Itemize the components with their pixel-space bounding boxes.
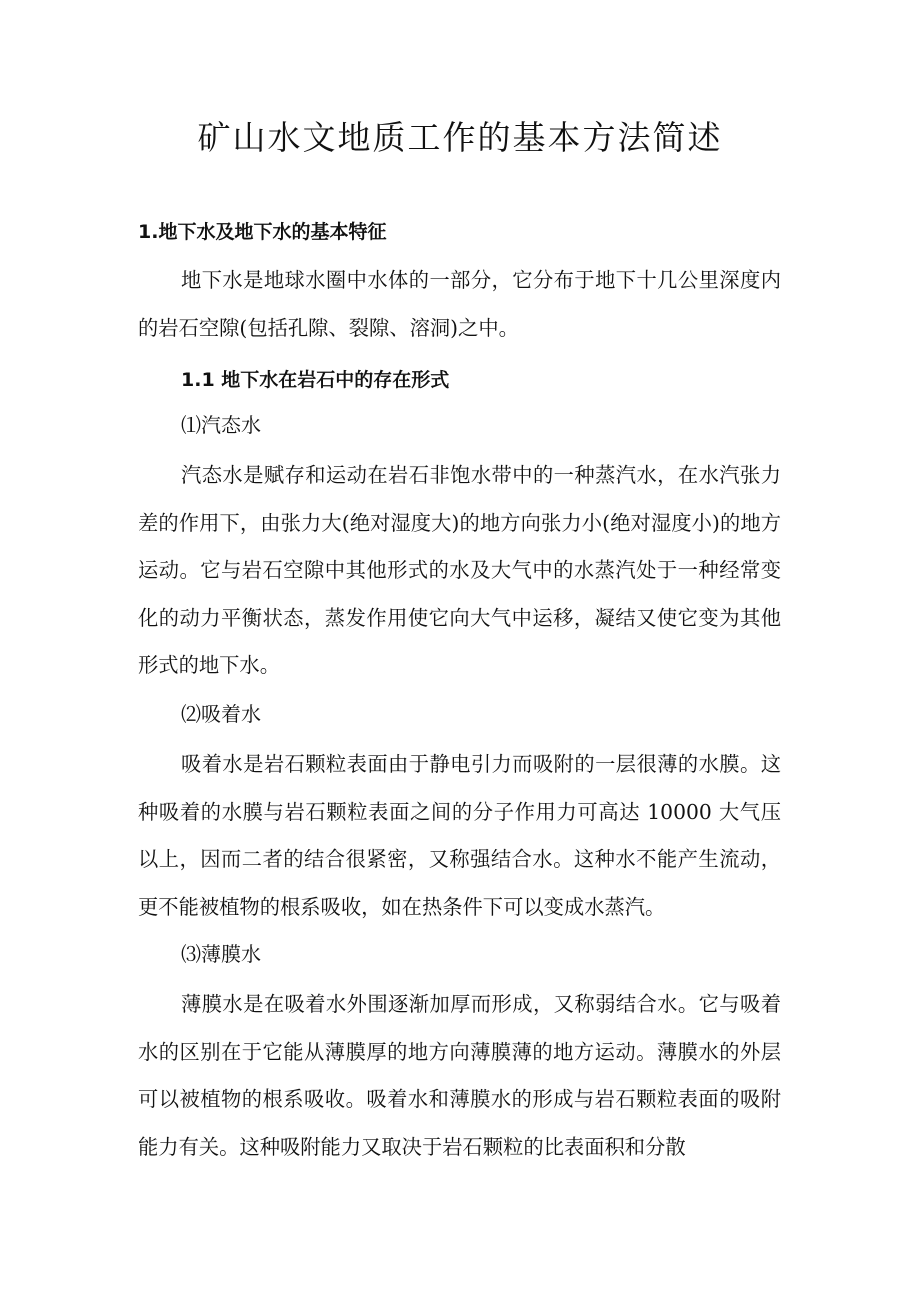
intro-paragraph: 地下水是地球水圈中水体的一部分，它分布于地下十几公里深度内的岩石空隙(包括孔隙、裂隙、溶洞)之中。	[138, 268, 781, 340]
document-title: 矿山水文地质工作的基本方法简述	[197, 118, 723, 157]
subsection-heading: 1.1 地下水在岩石中的存在形式	[181, 369, 450, 391]
paragraph-adsorbed-water: 吸着水是岩石颗粒表面由于静电引力而吸附的一层很薄的水膜。这种吸着的水膜与岩石颗粒表面之间的分子作用力可高达 10000 大气压以上，因而二者的结合很紧密，又称强结合水。这种水不能产生流动，更不能被植物的根系吸收，如在热条件下可以变成水蒸汽。	[138, 752, 781, 919]
paragraph-vapor-water: 汽态水是赋存和运动在岩石非饱水带中的一种蒸汽水，在水汽张力差的作用下，由张力大(绝对湿度大)的地方向张力小(绝对湿度小)的地方运动。它与岩石空隙中其他形式的水及大气中的水蒸汽处于一种经常变化的动力平衡状态，蒸发作用使它向大气中运移，凝结又使它变为其他形式的地下水。	[138, 463, 781, 677]
paragraph-film-water: 薄膜水是在吸着水外围逐渐加厚而形成，又称弱结合水。它与吸着水的区别在于它能从薄膜厚的地方向薄膜薄的地方运动。薄膜水的外层可以被植物的根系吸收。吸着水和薄膜水的形成与岩石颗粒表面的吸附能力有关。这种吸附能力又取决于岩石颗粒的比表面积和分散	[138, 992, 781, 1159]
item-label-adsorbed-water: ⑵吸着水	[181, 702, 261, 726]
section-heading: 1.地下水及地下水的基本特征	[138, 221, 387, 243]
item-label-vapor-water: ⑴汽态水	[181, 413, 261, 437]
item-label-film-water: ⑶薄膜水	[181, 942, 261, 966]
